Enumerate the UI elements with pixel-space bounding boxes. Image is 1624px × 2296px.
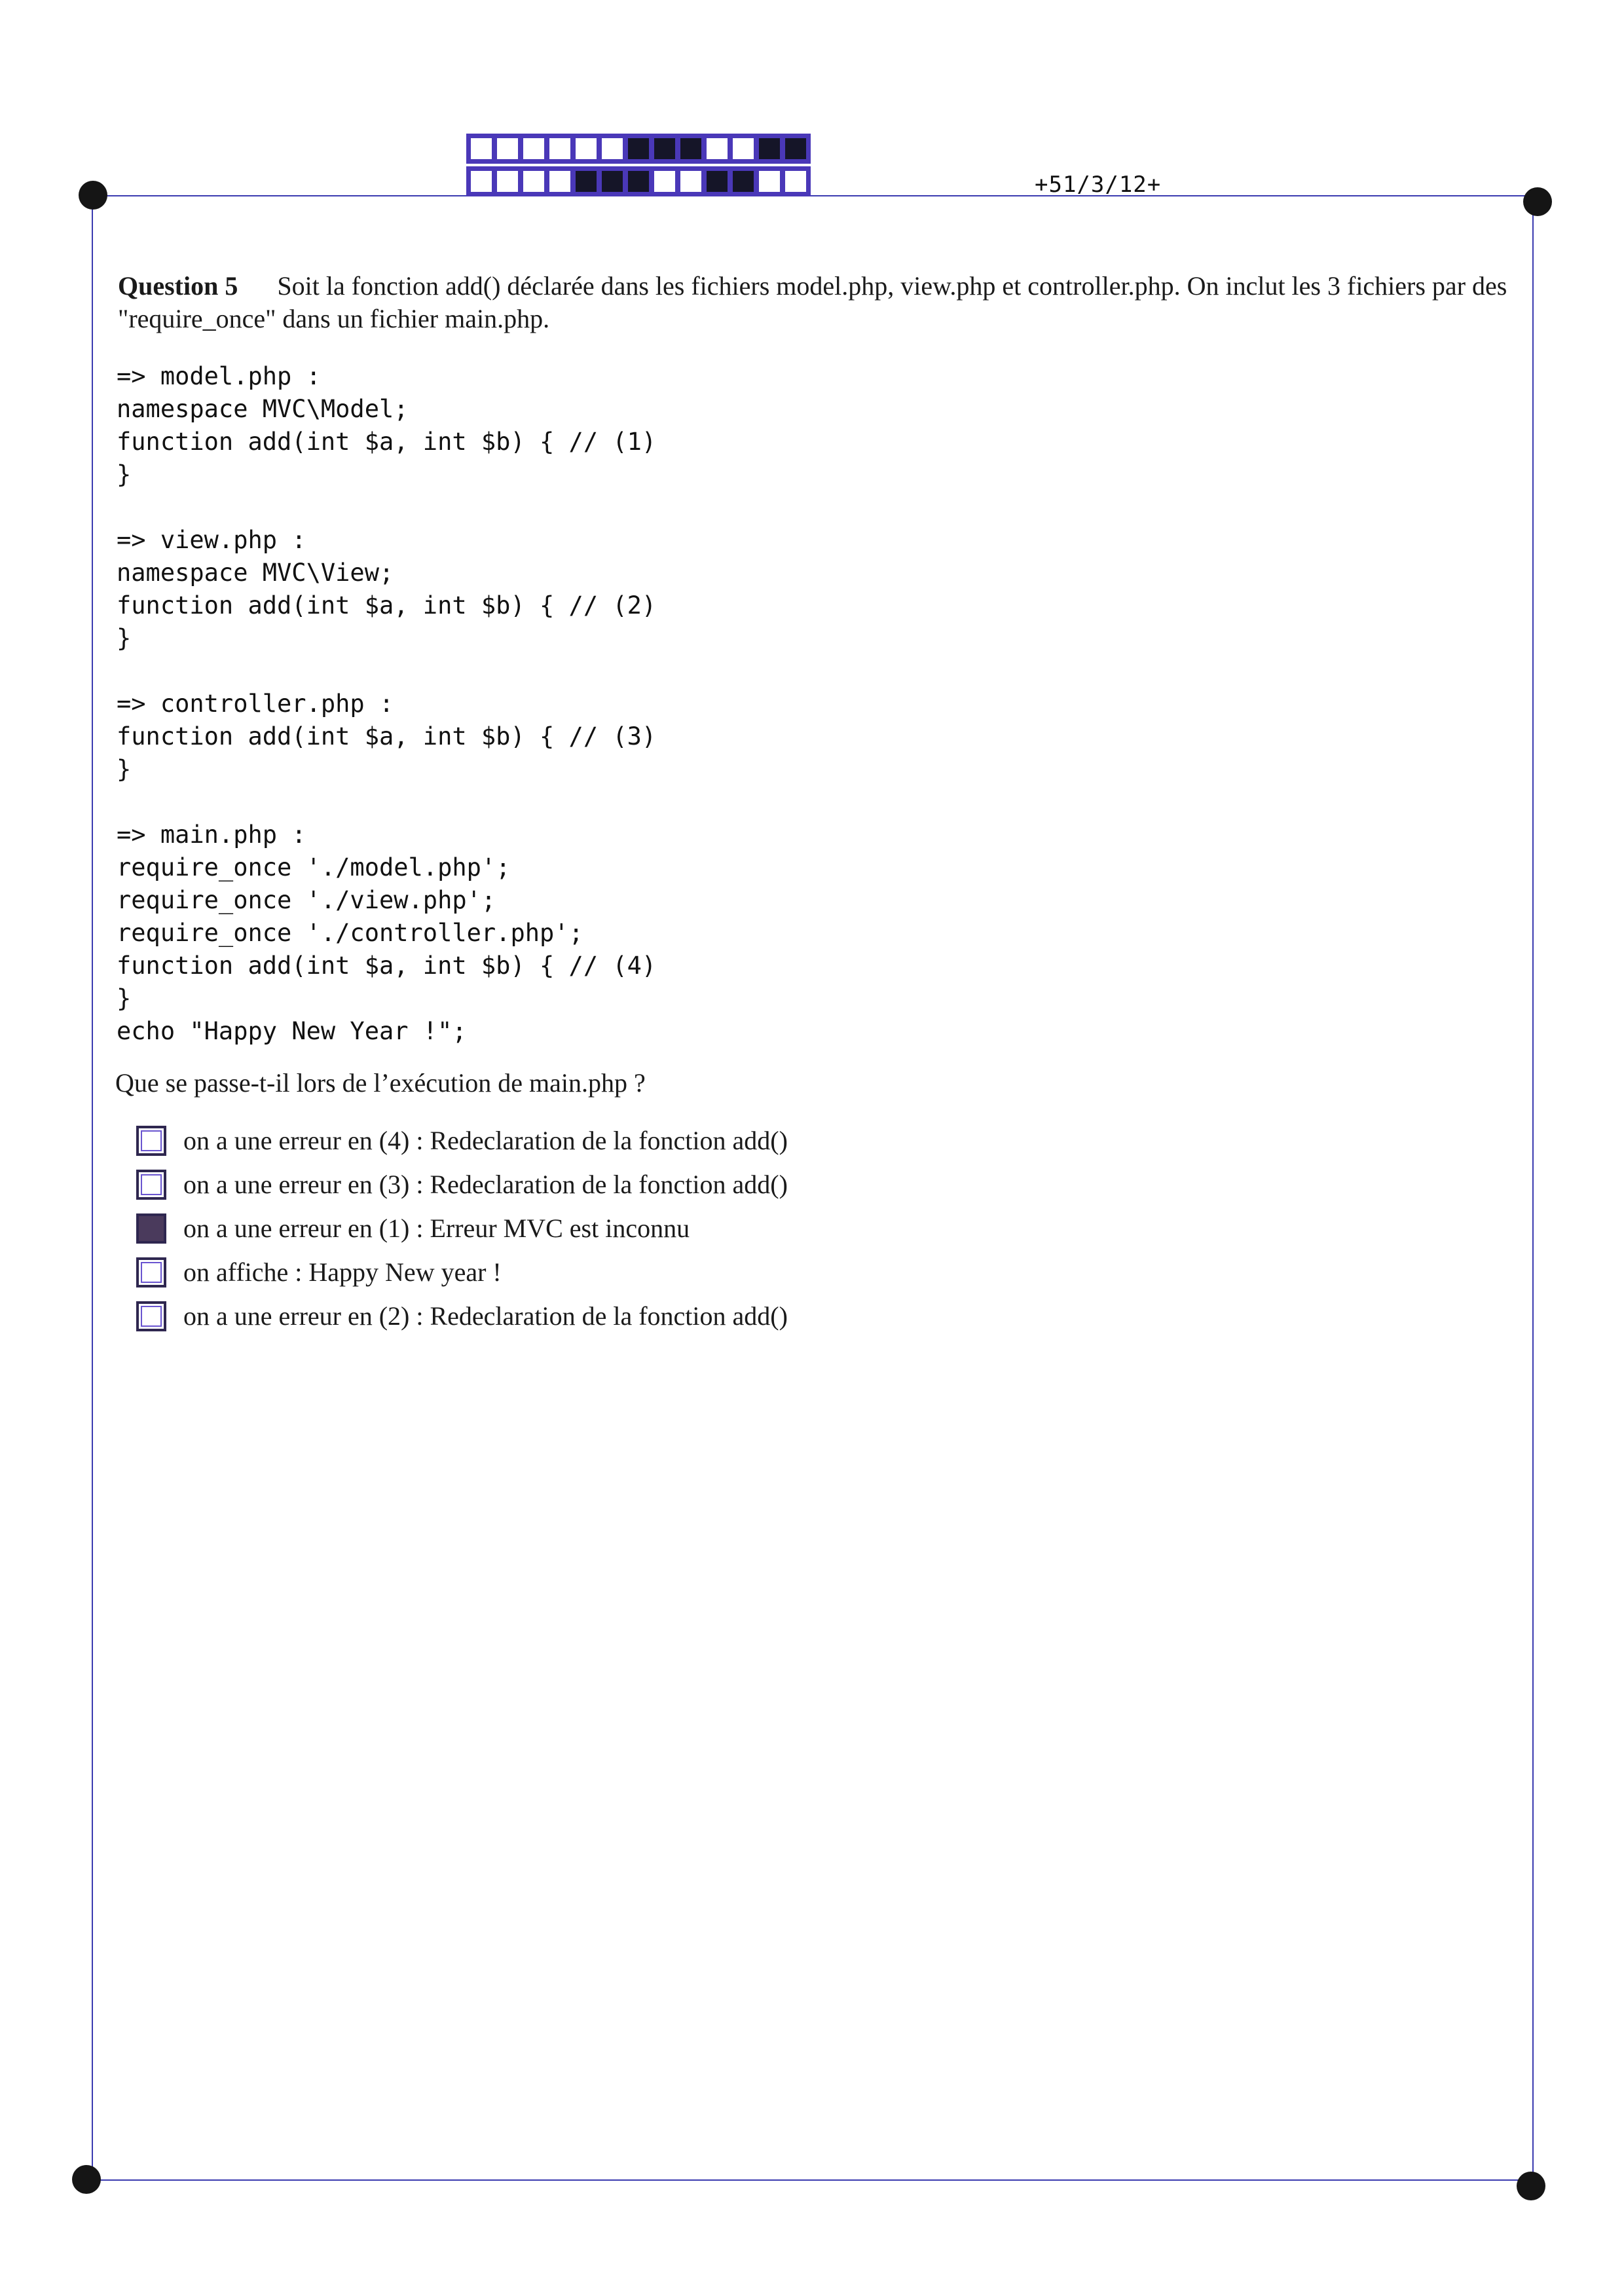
- barcode-cell: [731, 137, 755, 160]
- answer-checkbox[interactable]: [136, 1301, 166, 1331]
- answer-checkbox-checked[interactable]: [136, 1213, 166, 1244]
- answer-option[interactable]: [136, 1162, 788, 1206]
- barcode-cell: [705, 170, 729, 193]
- page-id: +51/3/12+: [1035, 172, 1162, 198]
- question-label: Question 5: [118, 271, 238, 301]
- code-line: }: [117, 984, 132, 1012]
- code-line: [117, 786, 656, 819]
- barcode-cell: [522, 170, 545, 193]
- code-line: namespace MVC\Model;: [117, 395, 409, 423]
- code-line: }: [117, 755, 132, 783]
- barcode-cell: [653, 137, 676, 160]
- barcode-cell: [600, 137, 624, 160]
- barcode-row-top: [466, 134, 811, 164]
- answer-label: on a une erreur en (4) : Redeclaration de la fonction add(): [183, 1126, 788, 1155]
- barcode-cell: [653, 170, 676, 193]
- code-line: [117, 491, 656, 524]
- barcode-cell: [470, 170, 493, 193]
- answer-option[interactable]: [136, 1294, 788, 1338]
- answer-options: [136, 1119, 788, 1338]
- answer-option[interactable]: [136, 1119, 788, 1162]
- question-prompt: Que se passe-t-il lors de l’exécution de main.php ?: [115, 1068, 646, 1098]
- corner-marker-top-left: [79, 181, 107, 210]
- answer-checkbox[interactable]: [136, 1170, 166, 1200]
- frame-right-line: [1532, 196, 1534, 2179]
- code-line: require_once './view.php';: [117, 886, 496, 914]
- frame-top-line: [95, 195, 1536, 196]
- code-line: }: [117, 460, 132, 489]
- barcode-cell: [548, 137, 572, 160]
- code-line: function add(int $a, int $b) { // (3): [117, 722, 657, 750]
- question-text: Soit la fonction add() déclarée dans les fichiers model.php, view.php et controller.php. On inclut les 3 fichiers par des "require_once" dans un fichier main.php.: [118, 271, 1507, 333]
- corner-marker-bottom-right: [1517, 2172, 1545, 2200]
- frame-left-line: [92, 196, 93, 2179]
- code-line: => main.php :: [117, 821, 306, 849]
- barcode-row-bottom: [466, 166, 811, 196]
- code-line: echo "Happy New Year !";: [117, 1017, 467, 1045]
- barcode-cell: [522, 137, 545, 160]
- corner-marker-bottom-left: [72, 2165, 101, 2194]
- barcode-cell: [758, 137, 781, 160]
- frame-bottom-line: [88, 2179, 1529, 2181]
- answer-checkbox[interactable]: [136, 1257, 166, 1287]
- code-line: function add(int $a, int $b) { // (2): [117, 591, 657, 620]
- barcode-cell: [627, 170, 650, 193]
- code-line: }: [117, 624, 132, 652]
- code-line: require_once './model.php';: [117, 853, 511, 881]
- barcode-cell: [679, 137, 703, 160]
- answer-option[interactable]: [136, 1206, 788, 1250]
- barcode-cell: [496, 170, 519, 193]
- barcode-cell: [470, 137, 493, 160]
- barcode-cell: [731, 170, 755, 193]
- answer-checkbox[interactable]: [136, 1126, 166, 1156]
- code-line: => view.php :: [117, 526, 306, 554]
- barcode-cell: [548, 170, 572, 193]
- barcode-cell: [627, 137, 650, 160]
- barcode-cell: [600, 170, 624, 193]
- code-line: => controller.php :: [117, 690, 394, 718]
- code-line: function add(int $a, int $b) { // (1): [117, 428, 657, 456]
- barcode-cell: [705, 137, 729, 160]
- answer-label: on a une erreur en (2) : Redeclaration de la fonction add(): [183, 1301, 788, 1331]
- barcode-cell: [496, 137, 519, 160]
- barcode-cell: [679, 170, 703, 193]
- code-line: require_once './controller.php';: [117, 919, 583, 947]
- barcode-cell: [784, 137, 807, 160]
- code-line: function add(int $a, int $b) { // (4): [117, 952, 657, 980]
- barcode-cell: [758, 170, 781, 193]
- answer-label: on a une erreur en (1) : Erreur MVC est inconnu: [183, 1213, 690, 1243]
- barcode-cell: [784, 170, 807, 193]
- code-line: [117, 655, 656, 688]
- answer-label: on a une erreur en (3) : Redeclaration de la fonction add(): [183, 1170, 788, 1199]
- code-listing: [117, 360, 656, 1048]
- barcode-cell: [574, 137, 598, 160]
- question-block: [118, 270, 1519, 335]
- answer-option[interactable]: [136, 1250, 788, 1294]
- code-line: => model.php :: [117, 362, 321, 390]
- answer-label: on affiche : Happy New year !: [183, 1257, 502, 1287]
- corner-marker-top-right: [1523, 187, 1552, 216]
- barcode-cell: [574, 170, 598, 193]
- code-line: namespace MVC\View;: [117, 559, 394, 587]
